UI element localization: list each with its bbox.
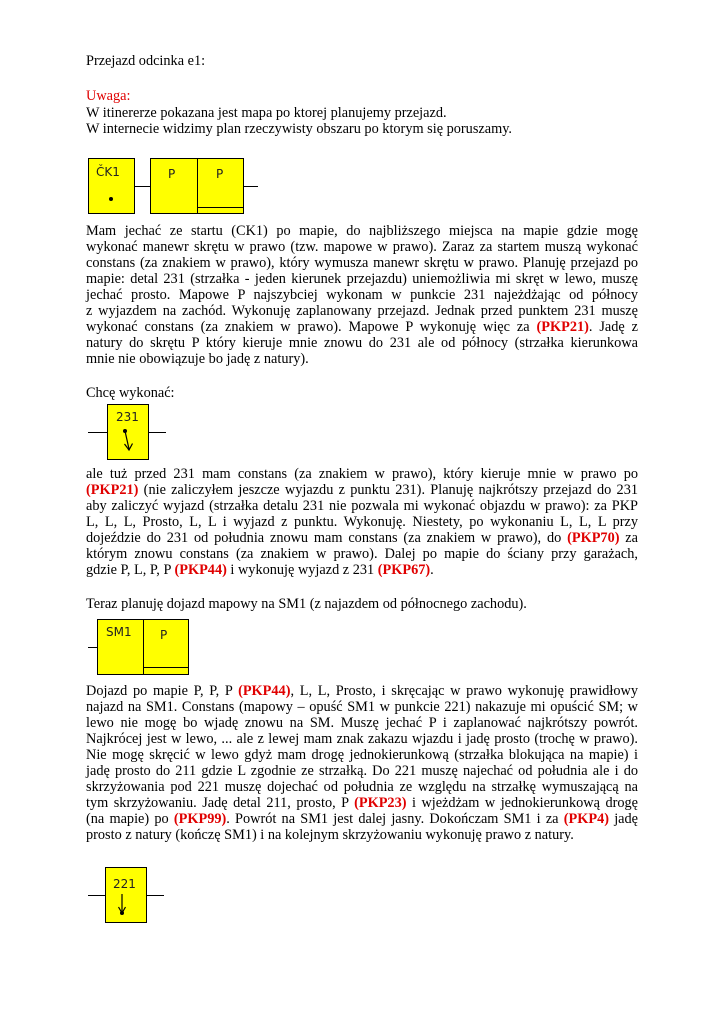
paragraph-line: Mam jechać ze startu (CK1) po mapie, do najbliższego miejsca na mapie gdzie mogę	[86, 223, 638, 239]
paragraph-line: L, L, L, Prosto, L, L i wyjazd z punktu. Wykonuję. Niestety, po wykonaniu L, L, L przy	[86, 514, 638, 530]
paragraph-line: jadę prosto do 211 gdzie L zgodnie ze strzałką. Do 221 muszę najechać od południa ale i do	[86, 763, 638, 779]
detail-label: 231	[116, 410, 139, 424]
paragraph-line	[86, 319, 638, 335]
connector-line	[135, 186, 150, 187]
paragraph-line: z wyjazdem na zachód. Wykonuję zaplanowany przejazd. Jednak przed punktem 231 muszę	[86, 303, 638, 319]
text-run: za	[619, 530, 639, 546]
one-way-arrow-icon	[105, 867, 147, 923]
paragraph-line	[86, 530, 638, 546]
text-run: i wykonuję wyjazd z 231	[226, 562, 378, 578]
paragraph-line: którym znowu constans (za znakiem w prawo). Dalej po mapie do ściany przy garażach,	[86, 546, 638, 562]
paragraph-line: natury do skrętu P który kieruje mnie znowu do 231 ale od północy (strzałka kierunkowa	[86, 335, 638, 351]
one-way-arrow-icon	[107, 404, 149, 460]
text-run: wykonać constans (za znakiem w prawo). Mapowe P wykonuję więc za	[86, 319, 537, 335]
paragraph-line: mnie nie obowiązuje bo jadę z natury).	[86, 351, 309, 367]
base-line	[143, 667, 188, 668]
paragraph-line: ale tuż przed 231 mam constans (za znakiem w prawo), który kieruje mnie w prawo po	[86, 466, 638, 482]
warning-label: Uwaga:	[86, 88, 131, 104]
pkp-code: (PKP23)	[354, 795, 407, 811]
text-run: , L, L, Prosto, i skręcając w prawo wykonuję prawidłowy	[290, 683, 639, 699]
text-run: Dojazd po mapie P, P, P	[86, 683, 239, 699]
text-run: tym skrzyżowaniu. Jadę detal 211, prosto, P	[86, 795, 355, 811]
turn-label: P	[160, 628, 168, 642]
text-run: .	[430, 562, 434, 578]
paragraph-line	[86, 811, 638, 827]
paragraph-line: Nie mogę skręcić w lewo gdyż mam drogę jednokierunkową (strzałka blokująca na mapie) i	[86, 747, 638, 763]
text-run: (nie zaliczyłem jeszcze wyjazdu z punktu 231). Planuję najkrótszy przejazd do 231	[138, 482, 638, 498]
paragraph-line: aby zaliczyć wyjazd (strzałka detalu 231 nie pozwala mi wykonać objazdu w prawo): za PKP	[86, 498, 638, 514]
detail-label: 221	[113, 877, 136, 891]
pkp-code: (PKP4)	[563, 811, 609, 827]
start-dot	[109, 197, 113, 201]
pkp-code: (PKP99)	[173, 811, 227, 827]
paragraph-line: skrzyżowania pod 221 muszę dojechać od południa ze względu na strzałkę wymuszającą na	[86, 779, 638, 795]
paragraph-line: mapie: detal 231 (strzałka - jeden kierunek przejazdu) uniemożliwia mi skręt w lewo, muszę	[86, 271, 638, 287]
connector-line	[244, 186, 258, 187]
connector-line	[149, 432, 166, 433]
paragraph-line: wykonać manewr skrętu w prawo (tzw. mapowe w prawo). Zaraz za startem muszą wykonać	[86, 239, 638, 255]
pkp-code: (PKP67)	[377, 562, 431, 578]
pkp-code: (PKP44)	[238, 683, 291, 699]
sm1-label: SM1	[106, 625, 132, 639]
paragraph-line: constans (za znakiem w prawo), który wymusza manewr skrętu w prawo. Planuję przejazd po	[86, 255, 638, 271]
pkp-code: (PKP21)	[536, 319, 589, 335]
box-divider	[197, 158, 198, 214]
paragraph-line: jechać prosto. Mapowe P najszybciej wykonam w punkcie 231 najeżdżając od północy	[86, 287, 638, 303]
text-run: . Powrót na SM1 jest dalej jasny. Dokończam SM1 i za	[226, 811, 564, 827]
intro-line: W itinererze pokazana jest mapa po ktorej planujemy przejazd.	[86, 105, 447, 121]
connector-line	[147, 895, 164, 896]
text-run: gdzie P, L, P, P	[86, 562, 175, 578]
paragraph-line	[86, 562, 434, 578]
section-label: Teraz planuję dojazd mapowy na SM1 (z najazdem od północnego zachodu).	[86, 596, 527, 612]
turn-label-1: P	[168, 167, 176, 181]
text-run: . Jadę z	[588, 319, 638, 335]
text-run: (na mapie) po	[86, 811, 174, 827]
paragraph-line	[86, 683, 638, 699]
section-label: Chcę wykonać:	[86, 385, 175, 401]
ck1-label: ČK1	[96, 165, 120, 179]
paragraph-line: prosto z natury (kończę SM1) i na kolejnym skrzyżowaniu wykonuję prawo z natury.	[86, 827, 574, 843]
paragraph-line	[86, 795, 638, 811]
connector-line	[88, 895, 105, 896]
pkp-code: (PKP70)	[567, 530, 620, 546]
text-run: i wjeżdżam w jednokierunkową drogę	[406, 795, 638, 811]
turn-label-2: P	[216, 167, 224, 181]
pkp-code: (PKP21)	[86, 482, 139, 498]
text-run: jadę	[608, 811, 639, 827]
text-run: dojeździe do 231 od południa znowu mam constans (za znakiem w prawo), do	[86, 530, 568, 546]
paragraph-line: lewo nie mogę bo wjadę znowu na SM. Muszę jechać P i zaplanować najkrótszy powrót.	[86, 715, 638, 731]
connector-line	[88, 432, 107, 433]
intro-line: W internecie widzimy plan rzeczywisty obszaru po ktorym się poruszamy.	[86, 121, 512, 137]
connector-line	[88, 647, 97, 648]
pkp-code: (PKP44)	[174, 562, 227, 578]
paragraph-line: Najkrócej jest w lewo, ... ale z lewej mam znak zakazu wjazdu i jadę prosto (trochę w prawo).	[86, 731, 638, 747]
base-line	[197, 207, 243, 208]
paragraph-line: najazd na SM1. Constans (mapowy – opuść SM1 w punkcie 221) nakazuje mi opuścić SM; w	[86, 699, 638, 715]
page-title: Przejazd odcinka e1:	[86, 53, 206, 69]
paragraph-line	[86, 482, 638, 498]
